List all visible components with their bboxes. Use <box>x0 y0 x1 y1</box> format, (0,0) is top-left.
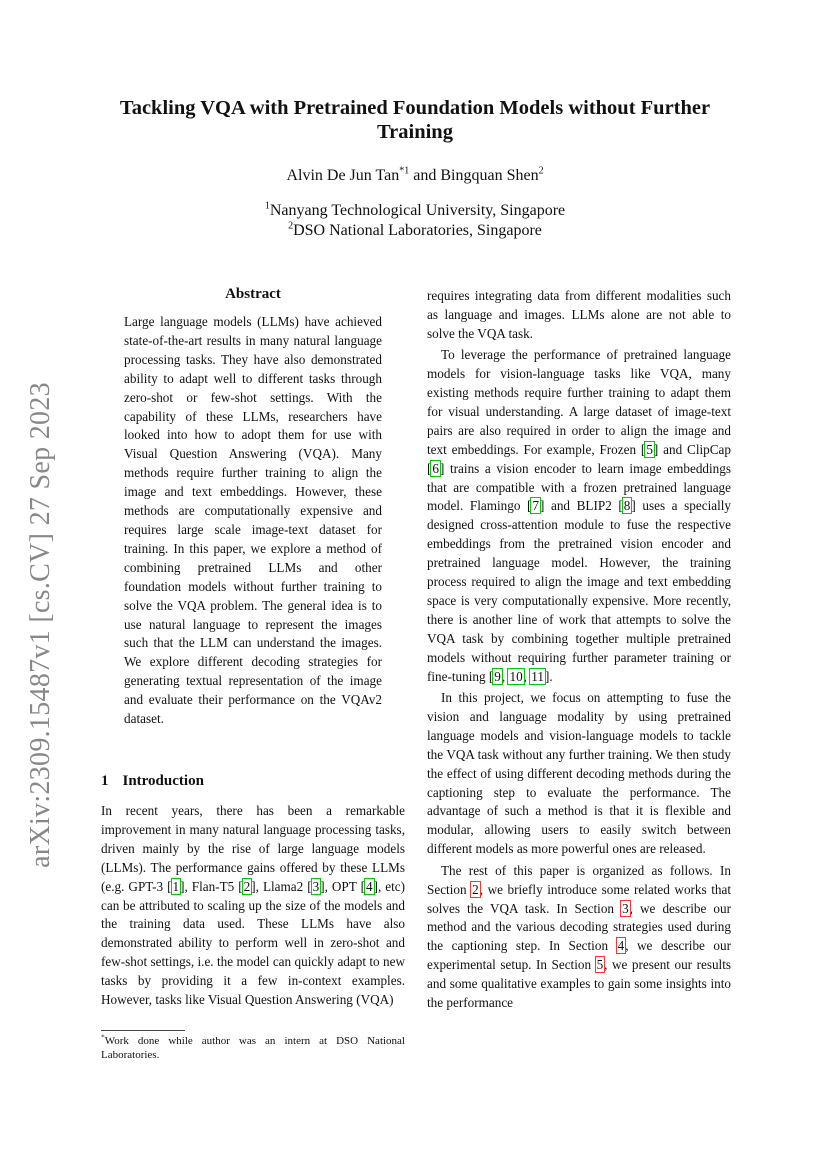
section-title: Introduction <box>122 773 204 789</box>
citation-link[interactable]: 1 <box>172 878 180 894</box>
citation-link[interactable]: 2 <box>243 878 251 894</box>
text-run: , we describe our method and the various decoding strategies used during the captioning step. In Section <box>427 900 732 954</box>
author-2-marks: 2 <box>538 165 544 177</box>
text-run: , we briefly introduce some related works that solves the VQA task. In Section <box>427 881 731 916</box>
section-number: 1 <box>101 773 109 789</box>
citation-link[interactable]: 11 <box>531 668 544 684</box>
citation-link[interactable]: 7 <box>532 498 539 514</box>
footnote-mark: * <box>101 1032 105 1042</box>
author-joiner: and <box>409 167 441 184</box>
paragraph <box>427 346 731 686</box>
text-run: , we present our results and some qualitative examples to gain some insights into the performance <box>427 957 731 1011</box>
citation-link[interactable]: 3 <box>312 878 320 894</box>
intro-text-3: ], Llama2 [ <box>251 878 312 894</box>
text-run: ]. <box>544 668 553 684</box>
section-link[interactable]: 4 <box>617 938 625 954</box>
arxiv-identifier-text: arXiv:2309.15487v1 [cs.CV] 27 Sep 2023 <box>25 382 56 868</box>
affiliation-1-name: Nanyang Technological University, Singapore <box>269 202 566 219</box>
author-2-name: Bingquan Shen <box>440 167 539 184</box>
arxiv-identifier <box>16 365 66 885</box>
affiliation-1 <box>110 201 720 221</box>
text-run: , <box>523 668 531 684</box>
text-run: ] and ClipCap [ <box>427 441 731 476</box>
footnote <box>101 1034 405 1063</box>
introduction-paragraph <box>101 802 405 1010</box>
affiliation-2-name: DSO National Laboratories, Singapore <box>293 222 542 239</box>
section-heading-introduction <box>101 773 405 790</box>
right-column <box>427 287 731 1013</box>
text-run: The rest of this paper is organized as follows. In Section <box>427 862 731 897</box>
affiliation-2-mark: 2 <box>288 220 294 232</box>
text-run: To leverage the performance of pretrained language models for vision-language tasks like VQA, many existing methods require further training to adapt them for visual understanding. A large dataset of image-text pairs are also required in order to align the image and text embeddings. For example, Frozen [ <box>427 347 731 457</box>
text-run: , we describe our experimental setup. In Section <box>427 938 732 973</box>
paragraph: requires integrating data from different modalities such as language and images. LLMs alone are not able to solve the VQA task. <box>427 288 731 341</box>
citation-link[interactable]: 6 <box>432 460 439 476</box>
text-run: ] and BLIP2 [ <box>540 498 623 514</box>
citation-link[interactable]: 5 <box>646 441 653 457</box>
intro-text-4: ], OPT [ <box>320 878 365 894</box>
author-line <box>110 166 720 186</box>
text-run: ] uses a specially designed cross-attention module to fuse the respective embeddings from the pretrained vision encoder and pretrained language model. However, the training process required to align the image and text embedding space is very computationally expensive. More recently, there is another line of work that attempts to solve the VQA task by combining together multiple pretrained models without requiring further parameter training or fine-tuning [ <box>427 498 732 684</box>
intro-text-1: In recent years, there has been a remarkable improvement in many natural language processing tasks, driven mainly by the rise of large language models (LLMs). The performance gains offered by these LLMs (e.g. GPT-3 [ <box>101 803 405 894</box>
text-run: , <box>501 668 509 684</box>
section-link[interactable]: 5 <box>596 957 604 973</box>
affiliation-1-mark: 1 <box>264 200 270 212</box>
abstract-body: Large language models (LLMs) have achieved state-of-the-art results in many natural language processing tasks. They have also demonstrated ability to adapt well to different tasks through zero-shot or few-shot settings. With the capability of these LLMs, researchers have looked into how to adopt them for use with Visual Question Answering (VQA). Many methods require further training to align the image and text embeddings. However, these methods are computationally expensive and requires large scale image-text dataset for training. In this paper, we explore a method of combining pretrained LLMs and other foundation models without further training to solve the VQA problem. The general idea is to use natural language to represent the images such that the LLM can understand the images. We explore different decoding strategies for generating textual representation of the image and evaluate their performance on the VQAv2 dataset. <box>124 314 382 727</box>
text-run: ] trains a vision encoder to learn image embeddings that are compatible with a frozen pretrained language model. Flamingo [ <box>427 460 731 514</box>
section-link[interactable]: 3 <box>622 900 629 916</box>
citation-link[interactable]: 4 <box>365 878 373 894</box>
paragraph: In this project, we focus on attempting to fuse the vision and language modality by using pretrained language models and vision-language models to tackle the VQA task without any further training. We then study the effect of using different decoding methods during the captioning step to evaluate the performance. The advantage of such a method is that it is flexible and modular, allowing users to easily switch between different models as more powerful ones are released. <box>427 690 731 857</box>
intro-text-2: ], Flan-T5 [ <box>180 878 243 894</box>
author-1-marks: *1 <box>399 165 410 177</box>
footnote-divider <box>101 1030 185 1031</box>
affiliations <box>110 201 720 241</box>
citation-link[interactable]: 9 <box>494 668 501 684</box>
abstract-heading: Abstract <box>225 286 281 302</box>
paragraph <box>427 862 731 1013</box>
paper-title: Tackling VQA with Pretrained Foundation Models without Further Training <box>119 97 711 143</box>
footnote-text: Work done while author was an intern at DSO National Laboratories. <box>101 1035 405 1062</box>
intro-text-5: ], etc) can be attributed to scaling up the size of the models and the training data used. These LLMs have also demonstrated ability to perform well in zero-shot and few-shot settings, i.e. the model can quickly adapt to new tasks by providing it a few in-context examples. However, tasks like Visual Question Answering (VQA) <box>101 878 406 1008</box>
citation-link[interactable]: 10 <box>509 668 523 684</box>
citation-link[interactable]: 8 <box>623 498 631 514</box>
author-1-name: Alvin De Jun Tan <box>286 167 400 184</box>
affiliation-2 <box>110 221 720 241</box>
section-link[interactable]: 2 <box>472 881 479 897</box>
